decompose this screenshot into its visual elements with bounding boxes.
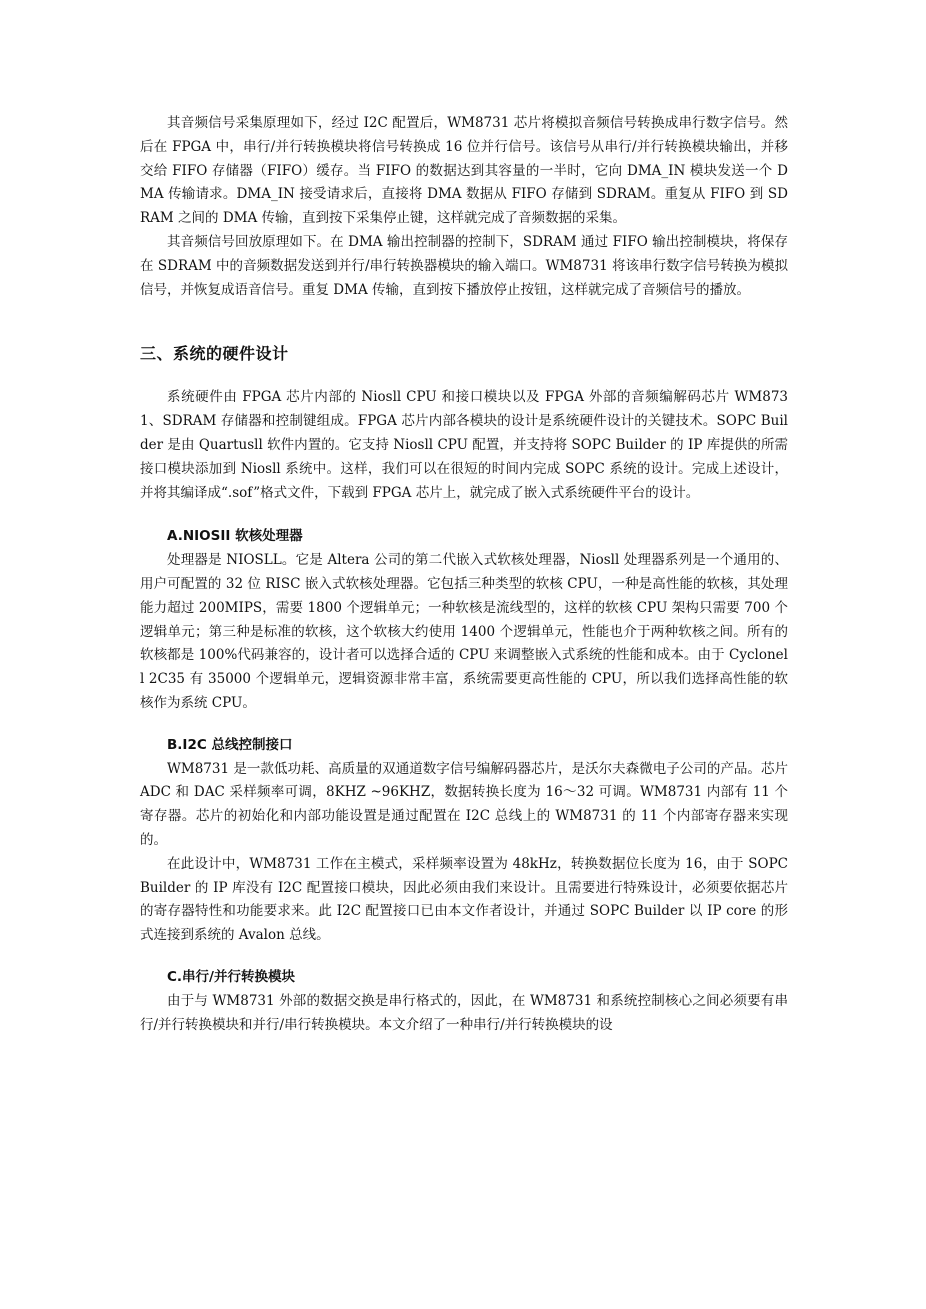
subheading-i2c-interface: B.I2C 总线控制接口 (167, 736, 293, 753)
paragraph-niosii-processor: 处理器是 NIOSLL。它是 Altera 公司的第二代嵌入式软核处理器，Niosll 处理器系列是一个通用的、用户可配置的 32 位 RISC 嵌入式软核处理器。它包括三种类型的软核 CPU，一种是高性能的软核，其处理能力超过 200MIPS，需要 1800 个逻辑单元；一种软核是流线型的，这样的软核 CPU 架构只需要 700 个逻辑单元；第三种是标准的软核，这个软核大约使用 1400 个逻辑单元，性能也介于两种软核之间。所有的软核都是 100%代码兼容的，设计者可以选择合适的 CPU 来调整嵌入式系统的性能和成本。由于 Cyclonell 2C35 有 35000 个逻辑单元，逻辑资源非常丰富，系统需要更高性能的 CPU，所以我们选择高性能的软核作为系统 CPU。 (140, 552, 788, 711)
paragraph-hardware-overview: 系统硬件由 FPGA 芯片内部的 Niosll CPU 和接口模块以及 FPGA 外部的音频编解码芯片 WM8731、SDRAM 存储器和控制键组成。FPGA 芯片内部各模块的设计是系统硬件设计的关键技术。SOPC Builder 是由 Quartusll 软件内置的。它支持 Niosll CPU 配置，并支持将 SOPC Builder 的 IP 库提供的所需接口模块添加到 Niosll 系统中。这样，我们可以在很短的时间内完成 SOPC 系统的设计。完成上述设计，并将其编译成“.sof”格式文件，下载到 FPGA 芯片上，就完成了嵌入式系统硬件平台的设计。 (140, 389, 788, 501)
paragraph-i2c-design: 在此设计中，WM8731 工作在主模式，采样频率设置为 48kHz，转换数据位长度为 16，由于 SOPC Builder 的 IP 库没有 I2C 配置接口模块，因此必须由我们来设计。且需要进行特殊设计，必须要依据芯片的寄存器特性和功能要求来。此 I2C 配置接口已由本文作者设计，并通过 SOPC Builder 以 IP core 的形式连接到系统的 Avalon 总线。 (140, 855, 788, 944)
subheading-serial-parallel-module: C.串行/并行转换模块 (167, 968, 295, 985)
paragraph-audio-capture: 其音频信号采集原理如下，经过 I2C 配置后，WM8731 芯片将模拟音频信号转换成串行数字信号。然后在 FPGA 中，串行/并行转换模块将信号转换成 16 位并行信号。该信号从串行/并行转换模块输出，并移交给 FIFO 存储器（FIFO）缓存。当 FIFO 的数据达到其容量的一半时，它向 DMA_IN 模块发送一个 DMA 传输请求。DMA_IN 接受请求后，直接将 DMA 数据从 FIFO 存储到 SDRAM。重复从 FIFO 到 SDRAM 之间的 DMA 传输，直到按下采集停止键，这样就完成了音频数据的采集。 (140, 115, 788, 227)
subheading-niosii-processor: A.NIOSII 软核处理器 (167, 528, 303, 545)
paragraph-wm8731-description: WM8731 是一款低功耗、高质量的双通道数字信号编解码器芯片，是沃尔夫森微电子公司的产品。芯片 ADC 和 DAC 采样频率可调，8KHZ ~96KHZ，数据转换长度为 16～32 可调。WM8731 内部有 11 个寄存器。芯片的初始化和内部功能设置是通过配置在 I2C 总线上的 WM8731 的 11 个内部寄存器来实现的。 (140, 760, 788, 848)
paragraph-audio-playback: 其音频信号回放原理如下。在 DMA 输出控制器的控制下，SDRAM 通过 FIFO 输出控制模块，将保存在 SDRAM 中的音频数据发送到并行/串行转换器模块的输入端口。WM8731 将该串行数字信号转换为模拟信号，并恢复成语音信号。重复 DMA 传输，直到按下播放停止按钮，这样就完成了音频信号的播放。 (140, 233, 788, 298)
document-page (140, 112, 788, 1037)
paragraph-serial-parallel-module: 由于与 WM8731 外部的数据交换是串行格式的，因此，在 WM8731 和系统控制核心之间必须要有串行/并行转换模块和并行/串行转换模块。本文介绍了一种串行/并行转换模块的设 (140, 992, 788, 1033)
section-heading-hardware-design: 三、系统的硬件设计 (140, 344, 289, 364)
